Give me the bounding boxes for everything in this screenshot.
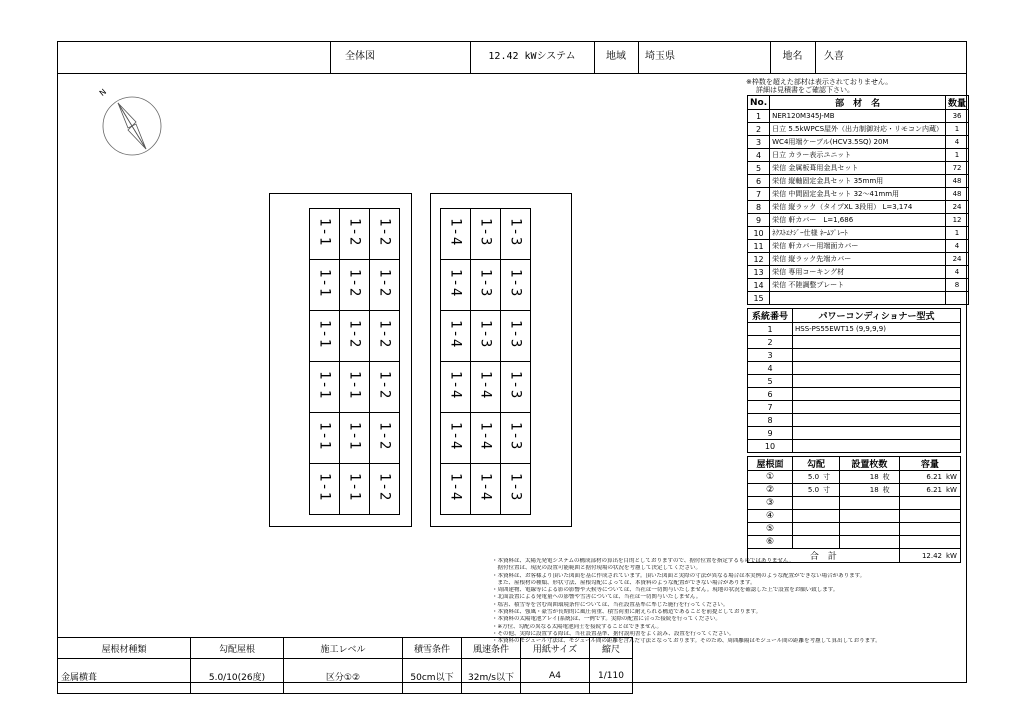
panel-row [310, 362, 400, 413]
parts-name: NER120M345J-MB [770, 110, 946, 123]
roof-count-unit [881, 536, 900, 549]
roof-pitch-unit [821, 523, 840, 536]
condition-value: 32m/s以下 [462, 659, 521, 694]
parts-qty: 1 [946, 123, 969, 136]
condition-header: 施工レベル [284, 638, 403, 659]
pcs-no: 3 [748, 349, 793, 362]
panel-array-2 [440, 208, 531, 515]
solar-panel [441, 464, 471, 515]
condition-header: 縮尺 [590, 638, 633, 659]
parts-name [770, 292, 946, 305]
pcs-model [793, 440, 961, 453]
parts-name: 栄信 不陸調整プレート [770, 279, 946, 292]
north-label: N [97, 87, 109, 98]
roof-pitch [793, 510, 822, 523]
pcs-row [748, 388, 961, 401]
panel-row [441, 413, 531, 464]
pcs-no: 10 [748, 440, 793, 453]
panel-row [310, 260, 400, 311]
parts-qty-header: 数量 [946, 96, 969, 110]
panel-string-label: 1-3 [507, 421, 524, 451]
parts-row [748, 175, 969, 188]
solar-panel [441, 413, 471, 464]
parts-qty: 72 [946, 162, 969, 175]
panel-string-label: 1-2 [346, 217, 363, 247]
panel-row [441, 209, 531, 260]
panel-string-label: 1-4 [477, 472, 494, 502]
roof-face: ④ [748, 510, 793, 523]
parts-name: 栄信 軒カバー L=1,686 [770, 214, 946, 227]
solar-panel [310, 464, 340, 515]
parts-qty: 8 [946, 279, 969, 292]
region-label: 地域 [606, 51, 626, 62]
parts-row [748, 162, 969, 175]
parts-table [747, 95, 969, 305]
panel-array-1 [309, 208, 400, 515]
solar-panel [340, 464, 370, 515]
solar-panel [340, 260, 370, 311]
pcs-row [748, 401, 961, 414]
panel-string-label: 1-3 [477, 268, 494, 298]
solar-panel [441, 362, 471, 413]
panel-row [310, 413, 400, 464]
roof-row [748, 484, 961, 497]
parts-no: 2 [748, 123, 770, 136]
roof-face: ① [748, 471, 793, 484]
roof-capacity-unit: kW [944, 484, 961, 497]
roof-count-header: 設置枚数 [840, 457, 900, 471]
parts-qty: 12 [946, 214, 969, 227]
total-value: 12.42 [899, 549, 944, 563]
roof-capacity [899, 536, 944, 549]
panel-string-label: 1-2 [376, 217, 393, 247]
solar-panel [340, 311, 370, 362]
roof-capacity [899, 497, 944, 510]
panel-string-label: 1-1 [316, 421, 333, 451]
roof-count [840, 510, 881, 523]
parts-row [748, 240, 969, 253]
panel-string-label: 1-1 [346, 472, 363, 502]
solar-panel [310, 362, 340, 413]
parts-no: 10 [748, 227, 770, 240]
parts-qty: 1 [946, 227, 969, 240]
parts-row [748, 201, 969, 214]
pcs-no: 5 [748, 375, 793, 388]
pcs-no: 7 [748, 401, 793, 414]
warning-line-1: ※枠数を超えた部材は表示されておりません。 [746, 78, 893, 86]
pcs-row [748, 440, 961, 453]
roof-count-unit [881, 510, 900, 523]
panel-string-label: 1-1 [316, 217, 333, 247]
parts-row [748, 136, 969, 149]
pcs-model [793, 362, 961, 375]
pcs-no: 6 [748, 388, 793, 401]
parts-qty: 1 [946, 149, 969, 162]
panel-string-label: 1-3 [477, 319, 494, 349]
parts-row [748, 266, 969, 279]
condition-header: 用紙サイズ [521, 638, 590, 659]
condition-value: 5.0/10(26度) [191, 659, 284, 694]
pcs-no: 4 [748, 362, 793, 375]
parts-qty: 4 [946, 240, 969, 253]
parts-no: 5 [748, 162, 770, 175]
parts-name: ﾈｸｽﾄｴﾅｼﾞｰ仕様 ﾈｰﾑﾌﾟﾚｰﾄ [770, 227, 946, 240]
parts-row [748, 123, 969, 136]
solar-panel [471, 413, 501, 464]
compass-icon [102, 96, 162, 156]
pcs-model: HSS-PS55EWT15 (9,9,9,9) [793, 323, 961, 336]
panel-string-label: 1-1 [346, 421, 363, 451]
solar-panel [310, 311, 340, 362]
parts-name-header: 部 材 名 [770, 96, 946, 110]
parts-name: WC4用端ケーブル(HCV3.5SQ) 20M [770, 136, 946, 149]
pcs-row [748, 362, 961, 375]
solar-panel [340, 413, 370, 464]
solar-panel [501, 311, 531, 362]
pcs-row [748, 336, 961, 349]
solar-panel [370, 464, 400, 515]
roof-count-unit: 枚 [881, 471, 900, 484]
pcs-no: 8 [748, 414, 793, 427]
panel-string-label: 1-1 [316, 370, 333, 400]
region-value: 埼玉県 [645, 51, 675, 62]
roof-pitch [793, 523, 822, 536]
note-line: ・本資料は、太陽光発電システムの構成部材の算出を目的としておりますので、据付位置を指定するものではありません。 [492, 558, 795, 564]
parts-no: 12 [748, 253, 770, 266]
parts-row [748, 214, 969, 227]
pcs-model [793, 401, 961, 414]
parts-row [748, 227, 969, 240]
roof-pitch: 5.0 [793, 484, 822, 497]
roof-face: ② [748, 484, 793, 497]
solar-panel [370, 413, 400, 464]
header-divider [57, 73, 967, 74]
parts-row [748, 110, 969, 123]
solar-panel [340, 209, 370, 260]
note-line: ・本資料の太陽電池アレイ(系統)は、一例です。実際の配置に合った接続を行ってください。 [492, 616, 721, 623]
panel-string-label: 1-4 [447, 217, 464, 247]
parts-name: 栄信 縦軸固定金具セット 35mm用 [770, 175, 946, 188]
roof-count: 18 [840, 471, 881, 484]
roof-pitch-unit: 寸 [821, 484, 840, 497]
roof-count-unit [881, 497, 900, 510]
roof-capacity [899, 523, 944, 536]
parts-qty: 24 [946, 253, 969, 266]
solar-panel [501, 464, 531, 515]
panel-string-label: 1-2 [346, 319, 363, 349]
note-line: ・塩害、積雪等を含む周囲環境条件については、当社設置基準に準じた施行を行ってください。 [492, 601, 729, 608]
panel-string-label: 1-2 [376, 421, 393, 451]
panel-string-label: 1-2 [376, 472, 393, 502]
note-line: ・本資料は、お客様より頂いた図面を基に作成されています。頂いた図面と実際の寸法が異なる場合は本実例のような配置ができない場合があります。 [492, 572, 866, 579]
panel-string-label: 1-4 [447, 421, 464, 451]
panel-string-label: 1-1 [346, 370, 363, 400]
solar-panel [501, 209, 531, 260]
condition-header: 屋根材種類 [58, 638, 191, 659]
pcs-model-header: パワーコンディショナー型式 [793, 309, 961, 323]
panel-string-label: 1-3 [507, 319, 524, 349]
pcs-model [793, 349, 961, 362]
roof-capacity: 6.21 [899, 484, 944, 497]
parts-row [748, 292, 969, 305]
parts-no: 9 [748, 214, 770, 227]
condition-value: 1/110 [590, 659, 633, 694]
parts-name: 日立 カラー表示ユニット [770, 149, 946, 162]
roof-pitch [793, 497, 822, 510]
place-label: 地名 [782, 51, 803, 62]
panel-string-label: 1-2 [346, 268, 363, 298]
roof-capacity-unit [944, 510, 961, 523]
parts-no: 1 [748, 110, 770, 123]
roof-pitch-unit [821, 497, 840, 510]
note-line: また、屋根材の種類、形状寸法、屋根勾配によっては、本資料のような配置ができない場合があります。 [492, 579, 756, 586]
parts-qty [946, 292, 969, 305]
roof-count [840, 523, 881, 536]
parts-row [748, 279, 969, 292]
panel-string-label: 1-4 [447, 472, 464, 502]
condition-header: 風速条件 [462, 638, 521, 659]
roof-row [748, 510, 961, 523]
panel-row [310, 464, 400, 515]
condition-value: 金属横葺 [58, 659, 191, 694]
note-line: 据付位置は、現況の設置可能範囲と据付現場の状況を考慮して決定してください。 [492, 565, 702, 572]
roof-pitch: 5.0 [793, 471, 822, 484]
pcs-model [793, 414, 961, 427]
pcs-no: 1 [748, 323, 793, 336]
panel-row [310, 209, 400, 260]
panel-string-label: 1-1 [316, 319, 333, 349]
parts-no: 13 [748, 266, 770, 279]
parts-name: 栄信 縦ラック先端カバー [770, 253, 946, 266]
panel-row [441, 362, 531, 413]
pcs-no-header: 系統番号 [748, 309, 793, 323]
pcs-model [793, 427, 961, 440]
panel-string-label: 1-4 [447, 268, 464, 298]
solar-panel [370, 260, 400, 311]
solar-panel [471, 260, 501, 311]
panel-string-label: 1-4 [477, 421, 494, 451]
panel-row [441, 464, 531, 515]
parts-qty: 48 [946, 188, 969, 201]
roof-pitch-unit [821, 536, 840, 549]
roof-capacity-unit [944, 497, 961, 510]
panel-string-label: 1-4 [447, 319, 464, 349]
panel-string-label: 1-2 [376, 268, 393, 298]
pcs-model [793, 336, 961, 349]
panel-string-label: 1-3 [477, 217, 494, 247]
pcs-row [748, 349, 961, 362]
roof-pitch-header: 勾配 [793, 457, 840, 471]
parts-no: 6 [748, 175, 770, 188]
solar-panel [501, 362, 531, 413]
solar-panel [471, 311, 501, 362]
panel-string-label: 1-1 [316, 268, 333, 298]
panel-string-label: 1-2 [376, 370, 393, 400]
overall-label: 全体図 [345, 51, 375, 62]
header-sep [815, 41, 816, 73]
roof-row [748, 536, 961, 549]
parts-row [748, 188, 969, 201]
roof-count: 18 [840, 484, 881, 497]
pcs-row [748, 323, 961, 336]
panel-string-label: 1-4 [447, 370, 464, 400]
condition-value: 50cm以下 [403, 659, 462, 694]
parts-name: 栄信 軒カバー用端面カバー [770, 240, 946, 253]
roof-capacity [899, 510, 944, 523]
place-value: 久喜 [824, 51, 844, 62]
pcs-no: 9 [748, 427, 793, 440]
roof-face-header: 屋根面 [748, 457, 793, 471]
parts-no: 8 [748, 201, 770, 214]
system-size: 12.42 kWシステム [488, 51, 576, 62]
roof-count-unit [881, 523, 900, 536]
solar-panel [471, 362, 501, 413]
roof-count-unit: 枚 [881, 484, 900, 497]
parts-name: 栄信 中間固定金具セット 32～41mm用 [770, 188, 946, 201]
parts-no: 4 [748, 149, 770, 162]
parts-no-header: No. [748, 96, 770, 110]
roof-capacity-unit: kW [944, 471, 961, 484]
solar-panel [441, 311, 471, 362]
solar-panel [370, 362, 400, 413]
total-unit: kW [944, 549, 961, 563]
note-line: ・北面設置による発電量への影響や雪害については、当社は一切関与いたしません。 [492, 594, 702, 601]
parts-name: 栄信 金属板葺用金具セット [770, 162, 946, 175]
solar-panel [441, 209, 471, 260]
roof-count [840, 536, 881, 549]
note-line: ・本資料のモジュール寸法は、モジュール間の距離を含んだ寸法となっております。そのため、周囲離隔はモジュール間の距離を考慮して算出しております。 [492, 638, 881, 645]
pcs-row [748, 375, 961, 388]
note-line: ・その他、実際に設置する際は、当社設置基準、据付説明書をよく読み、設置を行ってください。 [492, 630, 735, 637]
pcs-row [748, 427, 961, 440]
roof-face: ⑥ [748, 536, 793, 549]
solar-panel [370, 209, 400, 260]
total-label: 合 計 [748, 549, 900, 563]
solar-panel [471, 209, 501, 260]
parts-name: 日立 5.5kWPCS屋外（出力制御対応・リモコン内蔵） [770, 123, 946, 136]
panel-string-label: 1-3 [507, 268, 524, 298]
parts-qty: 24 [946, 201, 969, 214]
panel-row [310, 311, 400, 362]
condition-header: 積雪条件 [403, 638, 462, 659]
solar-panel [471, 464, 501, 515]
panel-string-label: 1-2 [376, 319, 393, 349]
header-sep [638, 41, 639, 73]
solar-panel [501, 413, 531, 464]
parts-no: 3 [748, 136, 770, 149]
parts-no: 7 [748, 188, 770, 201]
solar-panel [441, 260, 471, 311]
solar-panel [310, 209, 340, 260]
panel-row [441, 311, 531, 362]
omission-warning [746, 78, 892, 94]
note-line: ・周囲建物、電線等による影の影響や天候等については、当社は一切関与いたしません。現地の状況を確認した上で設置をお願い致します。 [492, 587, 839, 594]
roof-face: ⑤ [748, 523, 793, 536]
warning-line-2: 詳細は見積書をご確認下さい。 [756, 86, 854, 94]
roof-row [748, 523, 961, 536]
condition-header: 勾配屋根 [191, 638, 284, 659]
roof-face: ③ [748, 497, 793, 510]
roof-row [748, 471, 961, 484]
parts-name: 栄信 専用コーキング材 [770, 266, 946, 279]
pcs-row [748, 414, 961, 427]
solar-panel [501, 260, 531, 311]
roof-capacity: 6.21 [899, 471, 944, 484]
pcs-model [793, 388, 961, 401]
panel-string-label: 1-3 [507, 217, 524, 247]
parts-no: 15 [748, 292, 770, 305]
solar-panel [310, 413, 340, 464]
pcs-model [793, 375, 961, 388]
roof-capacity-header: 容量 [899, 457, 960, 471]
solar-panel [340, 362, 370, 413]
parts-name: 栄信 縦ラック（タイプXL 3段用） L=3,174 [770, 201, 946, 214]
note-line: ・本資料は、強風・豪雪が長期的に風圧荷重、積雪荷重に耐えられる構造であることを前提としております。 [492, 609, 762, 616]
panel-string-label: 1-1 [316, 472, 333, 502]
parts-row [748, 253, 969, 266]
panel-string-label: 1-3 [507, 472, 524, 502]
parts-row [748, 149, 969, 162]
parts-no: 14 [748, 279, 770, 292]
panel-string-label: 1-4 [477, 370, 494, 400]
pcs-no: 2 [748, 336, 793, 349]
panel-row [441, 260, 531, 311]
roof-pitch-unit: 寸 [821, 471, 840, 484]
parts-qty: 4 [946, 266, 969, 279]
roof-pitch [793, 536, 822, 549]
parts-qty: 48 [946, 175, 969, 188]
roof-capacity-unit [944, 523, 961, 536]
roof-count [840, 497, 881, 510]
roof-pitch-unit [821, 510, 840, 523]
conditions-table [57, 637, 633, 694]
parts-qty: 4 [946, 136, 969, 149]
parts-qty: 36 [946, 110, 969, 123]
roof-row [748, 497, 961, 510]
note-line: ・※方位、勾配の異なる太陽電池同士を接続することはできません。 [492, 623, 662, 630]
parts-no: 11 [748, 240, 770, 253]
solar-panel [310, 260, 340, 311]
condition-value: 区分①② [284, 659, 403, 694]
condition-value: A4 [521, 659, 590, 694]
solar-panel [370, 311, 400, 362]
pcs-table [747, 308, 961, 453]
roof-summary-table [747, 456, 961, 563]
roof-capacity-unit [944, 536, 961, 549]
panel-string-label: 1-3 [507, 370, 524, 400]
notes-block [492, 558, 962, 646]
